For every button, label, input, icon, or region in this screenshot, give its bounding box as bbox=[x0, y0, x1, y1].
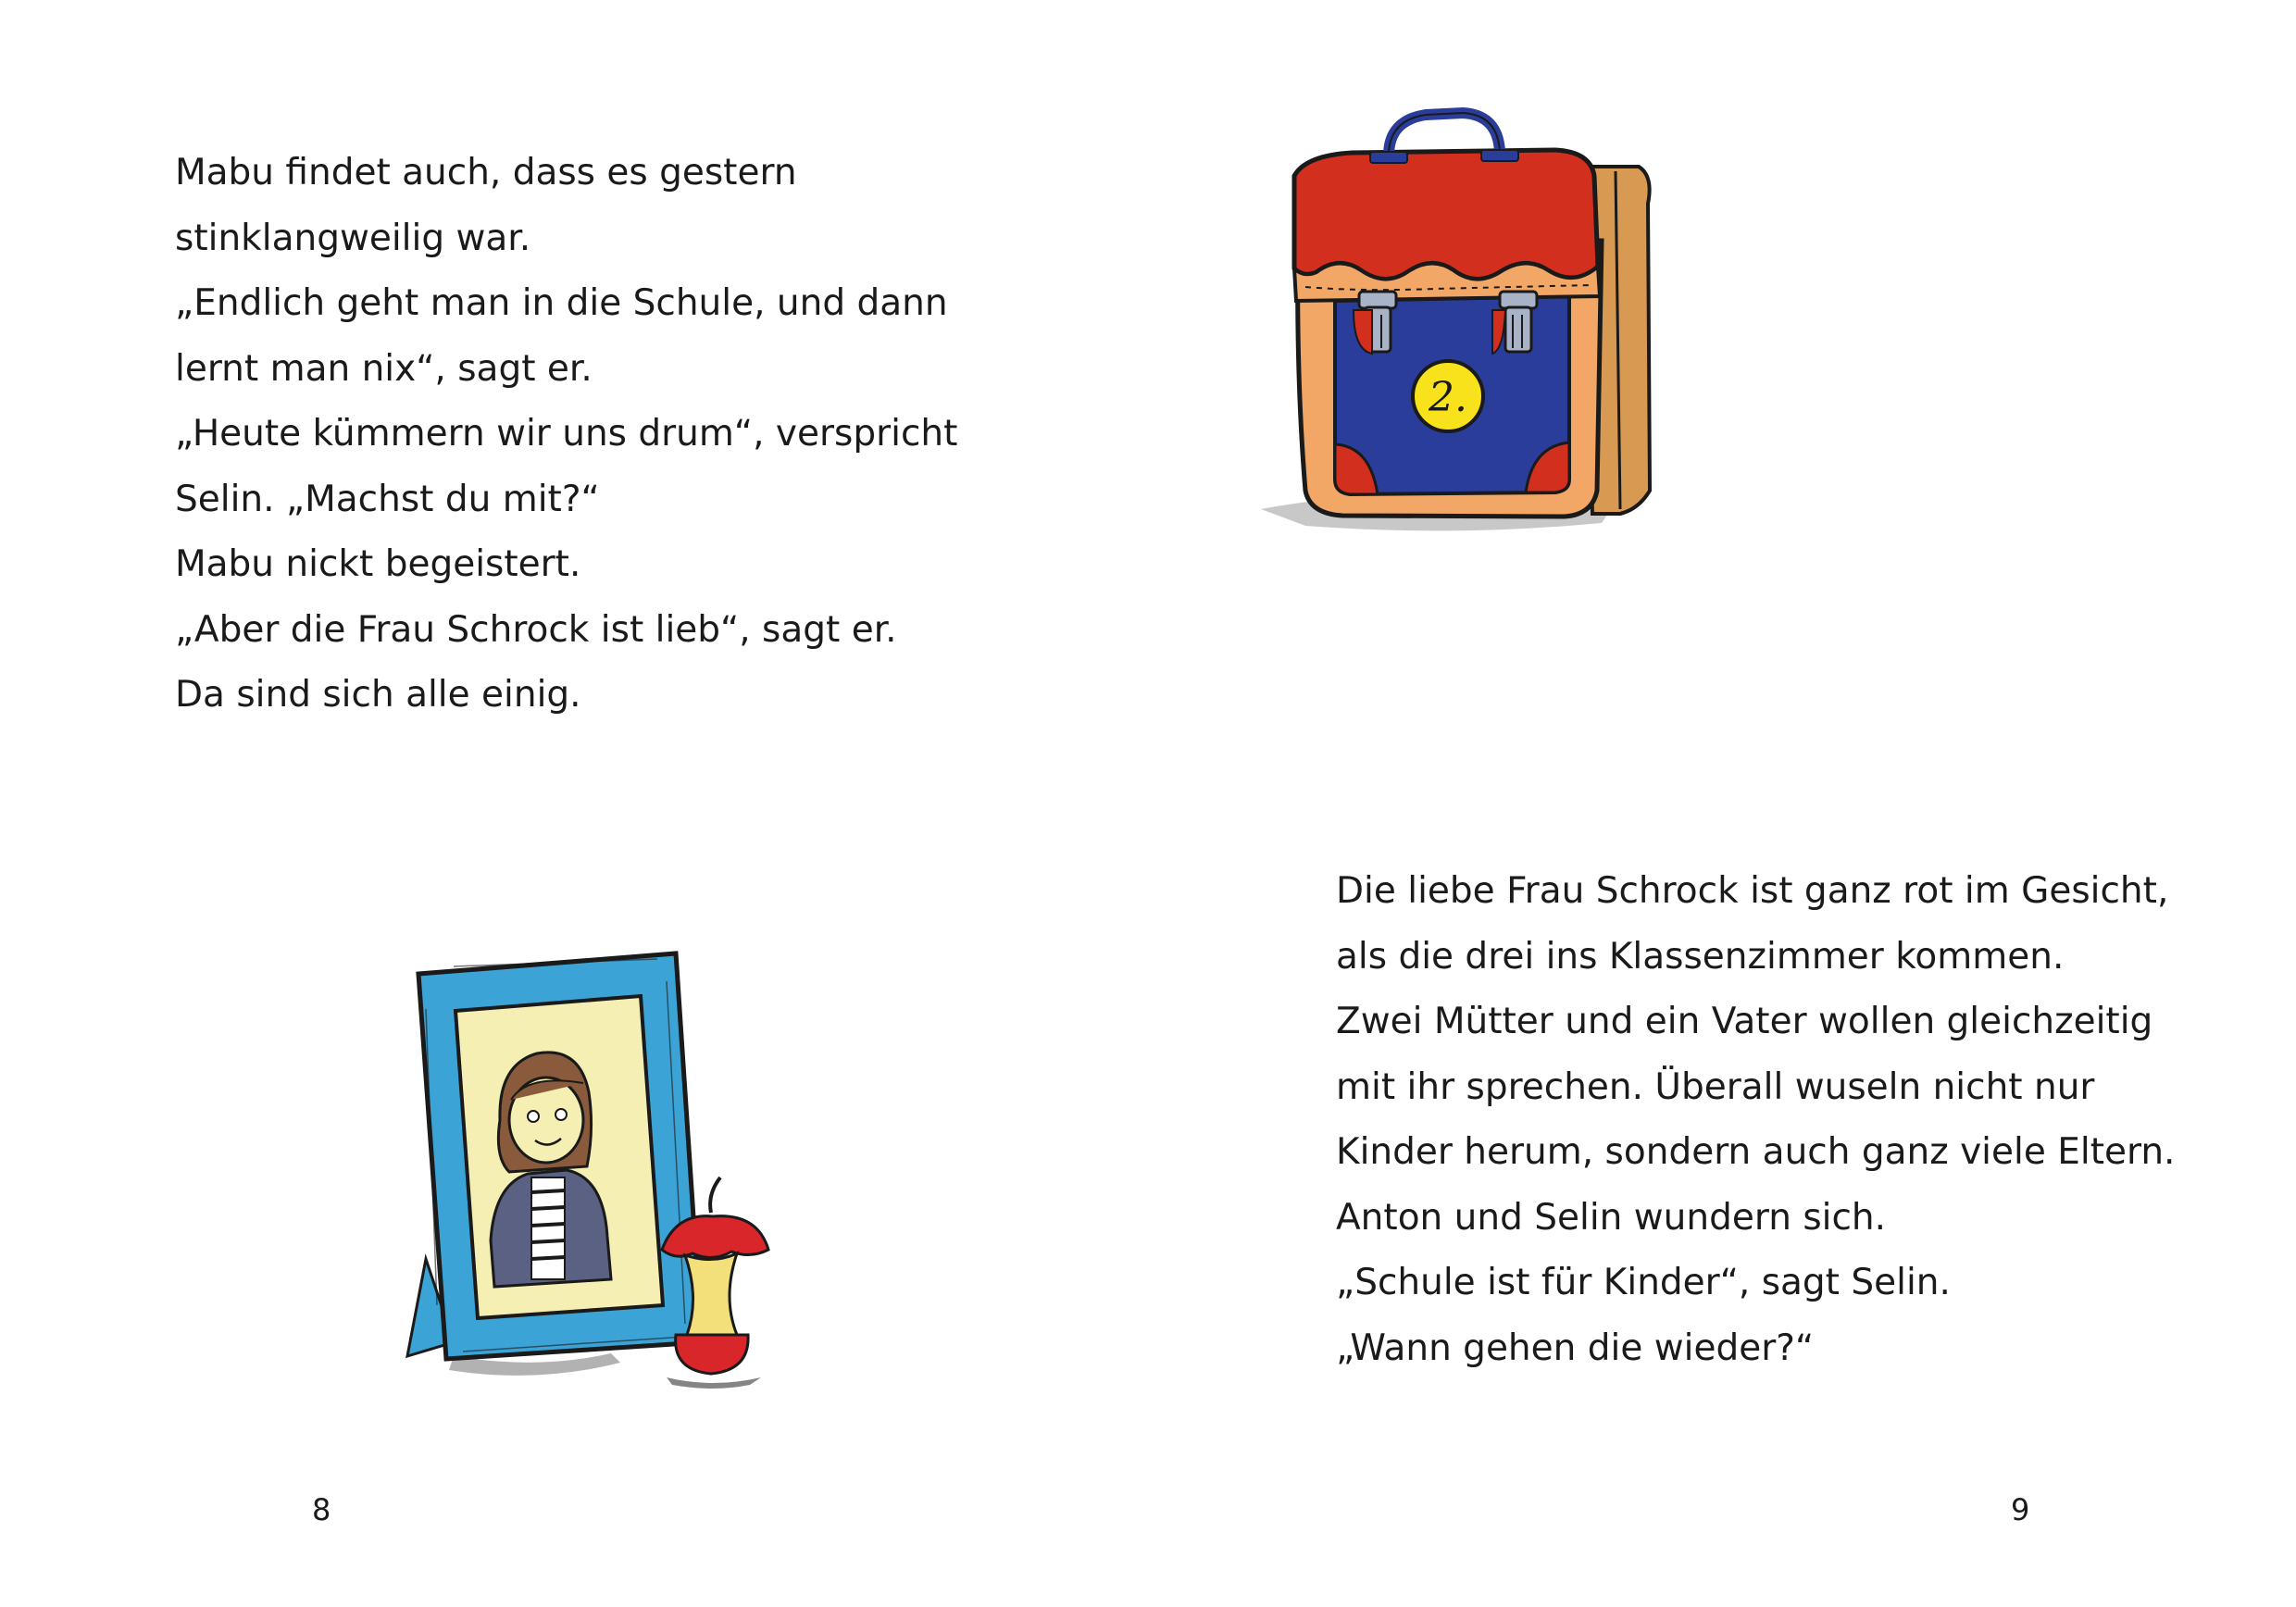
text-line: Mabu nickt begeistert. bbox=[175, 543, 581, 585]
text-line: Da sind sich alle einig. bbox=[175, 674, 581, 716]
text-line: mit ihr sprechen. Überall wuseln nicht nur bbox=[1336, 1065, 2095, 1108]
text-line: „Endlich geht man in die Schule, und dann bbox=[175, 282, 948, 324]
apple-core-bottom bbox=[676, 1335, 748, 1374]
text-line: „Schule ist für Kinder“, sagt Selin. bbox=[1336, 1262, 1951, 1303]
satchel-badge-text: 2. bbox=[1429, 374, 1467, 421]
satchel-buckle-left bbox=[1354, 292, 1396, 354]
page-number-left: 8 bbox=[312, 1492, 331, 1527]
text-line: Selin. „Machst du mit?“ bbox=[175, 478, 600, 520]
text-line: stinklangweilig war. bbox=[175, 217, 531, 259]
text-line: „Wann gehen die wieder?“ bbox=[1336, 1327, 1815, 1369]
text-line: lernt man nix“, sagt er. bbox=[175, 347, 593, 390]
school-satchel-illustration bbox=[1250, 102, 1657, 565]
satchel-flap bbox=[1294, 150, 1598, 280]
text-line: Mabu findet auch, dass es gestern bbox=[175, 152, 797, 193]
text-line: Zwei Mütter und ein Vater wollen gleichzeitig bbox=[1336, 1001, 2153, 1042]
text-line: „Aber die Frau Schrock ist lieb“, sagt er. bbox=[175, 608, 897, 651]
satchel-buckle-right bbox=[1492, 292, 1537, 354]
framed-portrait-illustration bbox=[398, 935, 778, 1389]
right-page-text bbox=[1336, 859, 2175, 1381]
text-line: Kinder herum, sondern auch ganz viele Eltern. bbox=[1336, 1131, 2176, 1173]
page-number-right: 9 bbox=[2011, 1492, 2030, 1527]
left-page-text bbox=[175, 141, 957, 729]
text-line: Anton und Selin wundern sich. bbox=[1336, 1196, 1887, 1239]
text-line: Die liebe Frau Schrock ist ganz rot im Gesicht, bbox=[1336, 870, 2169, 912]
text-line: als die drei ins Klassenzimmer kommen. bbox=[1336, 935, 2065, 978]
text-line: „Heute kümmern wir uns drum“, verspricht bbox=[175, 413, 958, 455]
